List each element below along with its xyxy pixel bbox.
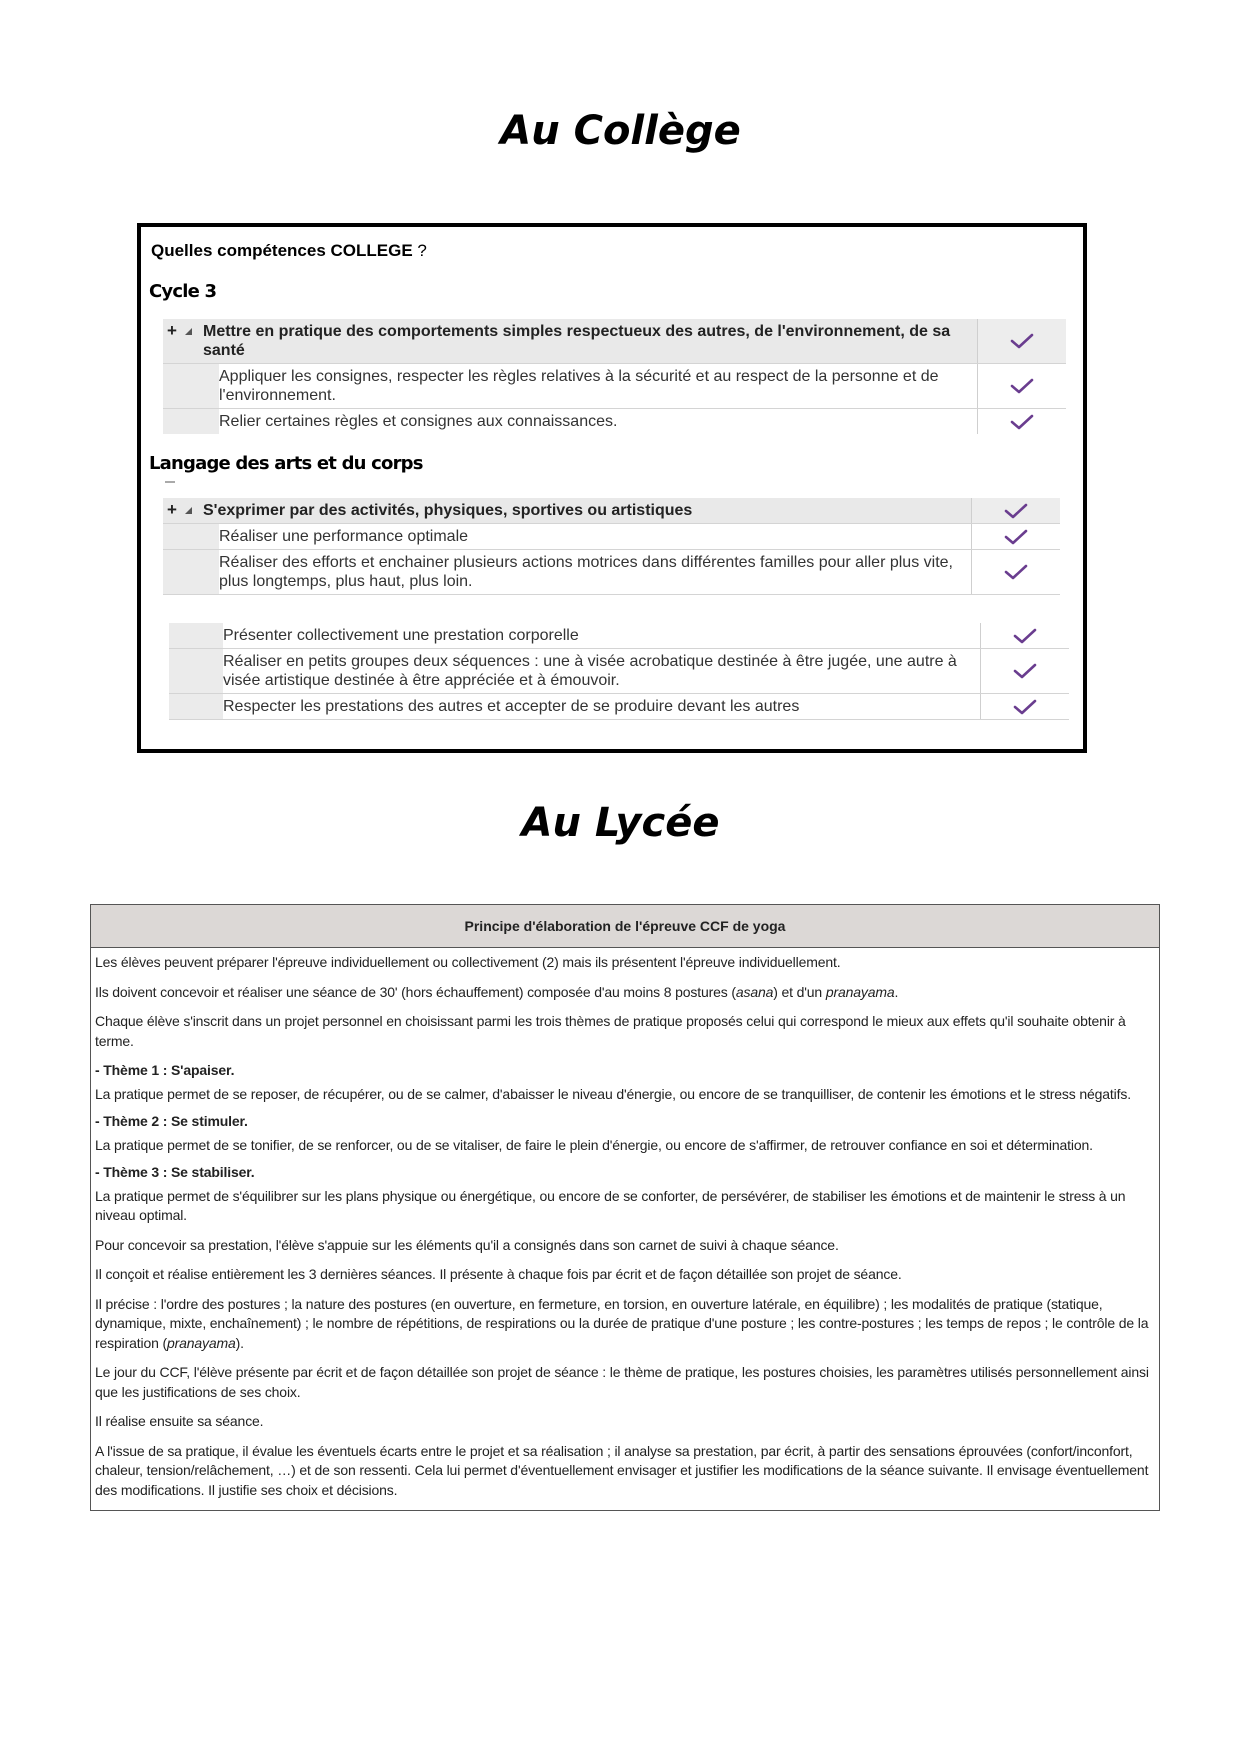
competence-main-label: Mettre en pratique des comportements simples respectueux des autres, de l'environnement, de sa santé: [203, 323, 951, 359]
competence-item-label: Réaliser des efforts et enchainer plusieurs actions motrices dans différentes familles pour aller plus vite, plus longtemps, plus haut, plus loin.: [219, 550, 971, 594]
langage-table-continued: [169, 623, 1069, 720]
theme-3-title: - Thème 3 : Se stabiliser.: [95, 1164, 255, 1180]
collapse-triangle-icon[interactable]: [185, 328, 192, 335]
langage-table: [163, 498, 1060, 595]
competence-item-row: [163, 550, 1060, 595]
competence-item-label: Réaliser en petits groupes deux séquences : une à visée acrobatique destinée à être jugée, une autre à visée artistique destinée à être appréciée et à émouvoir.: [223, 649, 980, 693]
paragraph: Il précise : l'ordre des postures ; la nature des postures (en ouverture, en fermeture, en torsion, en ouverture latérale, en équilibre) ; les modalités de pratique (statique, dynamique, mixte, enchaînement) ; le nombre de répétitions, de respirations ou la durée de pratique d'une posture ; les contre-postures ; les temps de repos ; le contrôle de la respiration (pranayama).: [95, 1295, 1149, 1351]
theme-2-title: - Thème 2 : Se stimuler.: [95, 1113, 248, 1129]
check-icon: [980, 694, 1069, 719]
theme-1-text: La pratique permet de se reposer, de récupérer, ou de se calmer, d'abaisser le niveau d'énergie, ou encore de se tranquilliser, de contenir les émotions et le stress négatifs.: [95, 1085, 1131, 1102]
check-icon: [977, 409, 1066, 434]
competence-item-row: [169, 694, 1069, 720]
lycee-heading: Au Lycée: [521, 800, 720, 846]
separator-dash: [165, 481, 175, 483]
competence-item-row: [169, 649, 1069, 694]
competence-item-row: [163, 524, 1060, 550]
competence-item-row: [169, 623, 1069, 649]
competence-main-label: S'exprimer par des activités, physiques, sportives ou artistiques: [203, 502, 693, 519]
check-icon: [971, 524, 1060, 549]
check-icon: [980, 623, 1069, 648]
college-competences-box: [137, 223, 1087, 753]
competence-item-row: [163, 409, 1066, 434]
paragraph: Il réalise ensuite sa séance.: [95, 1413, 264, 1429]
expand-plus-icon[interactable]: +: [167, 500, 177, 519]
check-icon: [971, 550, 1060, 594]
cycle-3-label: Cycle 3: [149, 281, 217, 302]
paragraph: A l'issue de sa pratique, il évalue les éventuels écarts entre le projet et sa réalisation ; il analyse sa prestation, par écrit, à partir des sensations éprouvées (confort/inconfort, chaleur, tension/relâchement, …) et de son ressenti. Cela lui permet d'éventuellement envisager et justifier les modifications de la séance suivante. Il envisage éventuellement des modifications. Il justifie ses choix et décisions.: [95, 1442, 1149, 1498]
ccf-yoga-table: [90, 904, 1160, 1511]
ccf-table-header: Principe d'élaboration de l'épreuve CCF de yoga: [91, 905, 1159, 948]
check-icon: [977, 319, 1066, 363]
theme-1-title: - Thème 1 : S'apaiser.: [95, 1062, 235, 1078]
competence-item-label: Appliquer les consignes, respecter les règles relatives à la sécurité et au respect de la personne et de l'environnement.: [219, 364, 977, 408]
collapse-triangle-icon[interactable]: [185, 507, 192, 514]
check-icon: [971, 498, 1060, 523]
langage-arts-corps-label: Langage des arts et du corps: [149, 453, 423, 474]
paragraph: Les élèves peuvent préparer l'épreuve individuellement ou collectivement (2) mais ils présentent l'épreuve individuellement.: [95, 954, 841, 970]
ccf-table-body: [91, 948, 1159, 1510]
paragraph: Il conçoit et réalise entièrement les 3 dernières séances. Il présente à chaque fois par écrit et de façon détaillée son projet de séance.: [95, 1266, 902, 1282]
competence-item-label: Présenter collectivement une prestation corporelle: [223, 623, 980, 648]
paragraph: Ils doivent concevoir et réaliser une séance de 30' (hors échauffement) composée d'au moins 8 postures (asana) et d'un pranayama.: [95, 983, 899, 1000]
competence-item-label: Respecter les prestations des autres et accepter de se produire devant les autres: [223, 694, 980, 719]
competences-question: Quelles compétences COLLEGE ?: [151, 241, 427, 260]
check-icon: [980, 649, 1069, 693]
paragraph: Chaque élève s'inscrit dans un projet personnel en choisissant parmi les trois thèmes de pratique proposés celui qui correspond le mieux aux effets qu'il souhaite obtenir à terme.: [95, 1013, 1126, 1049]
competence-main-row: [163, 319, 1066, 364]
check-icon: [977, 364, 1066, 408]
expand-plus-icon[interactable]: +: [167, 321, 177, 340]
college-heading: Au Collège: [500, 108, 741, 154]
competence-item-label: Réaliser une performance optimale: [219, 524, 971, 549]
cycle-3-table: [163, 319, 1066, 434]
competence-main-row: [163, 498, 1060, 524]
theme-3-text: La pratique permet de s'équilibrer sur les plans physique ou énergétique, ou encore de se conforter, de persévérer, de stabiliser les émotions et de maintenir le stress à un niveau optimal.: [95, 1187, 1126, 1223]
paragraph: Pour concevoir sa prestation, l'élève s'appuie sur les éléments qu'il a consignés dans son carnet de suivi à chaque séance.: [95, 1236, 839, 1253]
paragraph: Le jour du CCF, l'élève présente par écrit et de façon détaillée son projet de séance : le thème de pratique, les postures choisies, les paramètres utilisés personnellement ainsi que les justifications de ses choix.: [95, 1364, 1149, 1400]
competence-item-label: Relier certaines règles et consignes aux connaissances.: [219, 409, 977, 434]
theme-2-text: La pratique permet de se tonifier, de se renforcer, ou de se vitaliser, de faire le plein d'énergie, ou encore de s'affirmer, de retrouver confiance en soi et détermination.: [95, 1136, 1093, 1153]
competence-item-row: [163, 364, 1066, 409]
